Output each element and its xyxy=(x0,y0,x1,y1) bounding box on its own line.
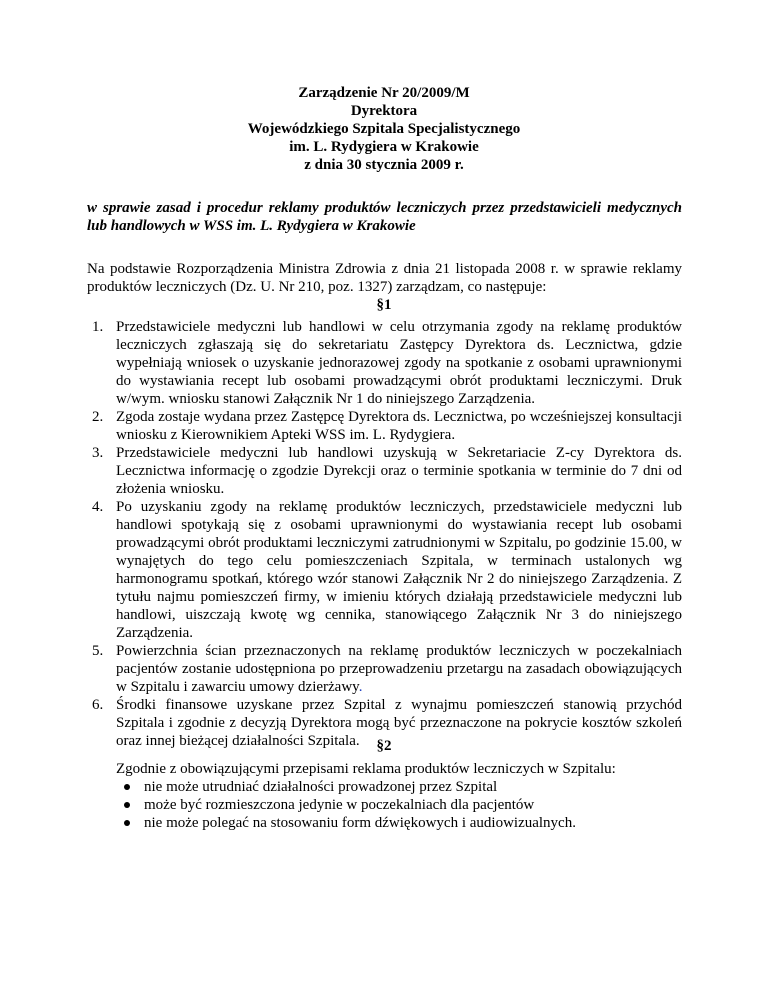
item-number: 4. xyxy=(92,499,104,515)
document-subject: w sprawie zasad i procedur reklamy produktów leczniczych przez przedstawicieli medycznych lub handlowych w WSS im. L. Rydygiera w Krakowie xyxy=(87,200,682,234)
item-number: 6. xyxy=(92,697,104,713)
bullet-text: nie może polegać na stosowaniu form dźwiękowych i audiowizualnych. xyxy=(144,815,576,831)
item-number: 3. xyxy=(92,445,104,461)
item-text: Zgoda zostaje wydana przez Zastępcę Dyrektora ds. Lecznictwa, po wcześniejszej konsultacji wniosku z Kierownikiem Apteki WSS im. L. Rydygiera. xyxy=(116,409,682,443)
list-item xyxy=(92,318,682,408)
item-text: Po uzyskaniu zgody na reklamę produktów leczniczych, przedstawiciele medyczni lub handlowi spotykają się z osobami uprawnionymi do wystawiania recept lub osobami prowadzącymi obrót produktami leczniczymi zatrudnionymi w Szpitalu, po godzinie 15.00, w wynajętych do tego celu pomieszczeniach Szpitala, w terminach ustalonych wg harmonogramu spotkań, którego wzór stanowi Załącznik Nr 2 do niniejszego Zarządzenia. Z tytułu najmu pomieszczeń firmy, w imieniu których działają przedstawiciele medyczni lub handlowi, uiszczają kwotę wg cennika, stanowiącego Załącznik Nr 3 do niniejszego Zarządzenia. xyxy=(116,499,682,641)
bullet-text: może być rozmieszczona jedynie w poczekalniach dla pacjentów xyxy=(144,797,535,813)
document-header xyxy=(0,84,768,174)
item-text: Przedstawiciele medyczni lub handlowi w celu otrzymania zgody na reklamę produktów leczniczych zgłaszają się do sekretariatu Zastępcy Dyrektora ds. Lecznictwa, gdzie wypełniają wniosek o uzyskanie jednorazowej zgody na spotkanie z osobami uprawnionymi do wystawiania recept lub osobami prowadzącymi obrót produktami leczniczymi. Druk w/wym. wniosku stanowi Załącznik Nr 1 do niniejszego Zarządzenia. xyxy=(116,319,682,407)
item-text: Przedstawiciele medyczni lub handlowi uzyskują w Sekretariacie Z-cy Dyrektora ds. Lecznictwa informację o zgodzie Dyrekcji oraz o terminie spotkania w terminie do 7 dni od złożenia wniosku. xyxy=(116,445,682,497)
section-1-title: §1 xyxy=(376,297,392,313)
list-item xyxy=(92,498,682,642)
section-1-list xyxy=(92,318,682,750)
list-item xyxy=(144,814,684,832)
item-text: Środki finansowe uzyskane przez Szpital z wynajmu pomieszczeń stanowią przychód Szpitala i zgodnie z decyzją Dyrektora mogą być przeznaczone na pokrycie kosztów szkoleń oraz innej bieżącej działalności Szpitala. xyxy=(116,697,682,749)
bullet-icon xyxy=(124,820,130,826)
header-institution: Wojewódzkiego Szpitala Specjalistycznego xyxy=(247,121,521,137)
header-institution-name: im. L. Rydygiera w Krakowie xyxy=(289,139,479,155)
bullet-text: nie może utrudniać działalności prowadzonej przez Szpital xyxy=(144,779,498,795)
list-item xyxy=(144,796,684,814)
list-item xyxy=(92,444,682,498)
list-item xyxy=(92,408,682,444)
item-number: 1. xyxy=(92,319,104,335)
list-item xyxy=(144,778,684,796)
section-2-intro: Zgodnie z obowiązującymi przepisami reklama produktów leczniczych w Szpitalu: xyxy=(116,761,616,777)
legal-basis-paragraph: Na podstawie Rozporządzenia Ministra Zdrowia z dnia 21 listopada 2008 r. w sprawie reklamy produktów leczniczych (Dz. U. Nr 210, poz. 1327) zarządzam, co następuje: xyxy=(87,261,682,295)
list-item xyxy=(92,642,682,696)
item-number: 5. xyxy=(92,643,104,659)
section-2-bullets xyxy=(144,778,684,832)
header-date: z dnia 30 stycznia 2009 r. xyxy=(304,157,464,173)
item-text: Powierzchnia ścian przeznaczonych na reklamę produktów leczniczych w poczekalniach pacjentów zostanie udostępniona po przeprowadzeniu przetargu na zasadach obowiązujących w Szpitalu i zawarciu umowy dzierżawy xyxy=(116,643,682,695)
section-2-title: §2 xyxy=(376,738,392,754)
header-title: Zarządzenie Nr 20/2009/M xyxy=(298,85,470,101)
item-tail-period: . xyxy=(358,679,363,695)
bullet-icon xyxy=(124,784,130,790)
item-number: 2. xyxy=(92,409,104,425)
bullet-icon xyxy=(124,802,130,808)
header-issuer: Dyrektora xyxy=(350,103,418,119)
